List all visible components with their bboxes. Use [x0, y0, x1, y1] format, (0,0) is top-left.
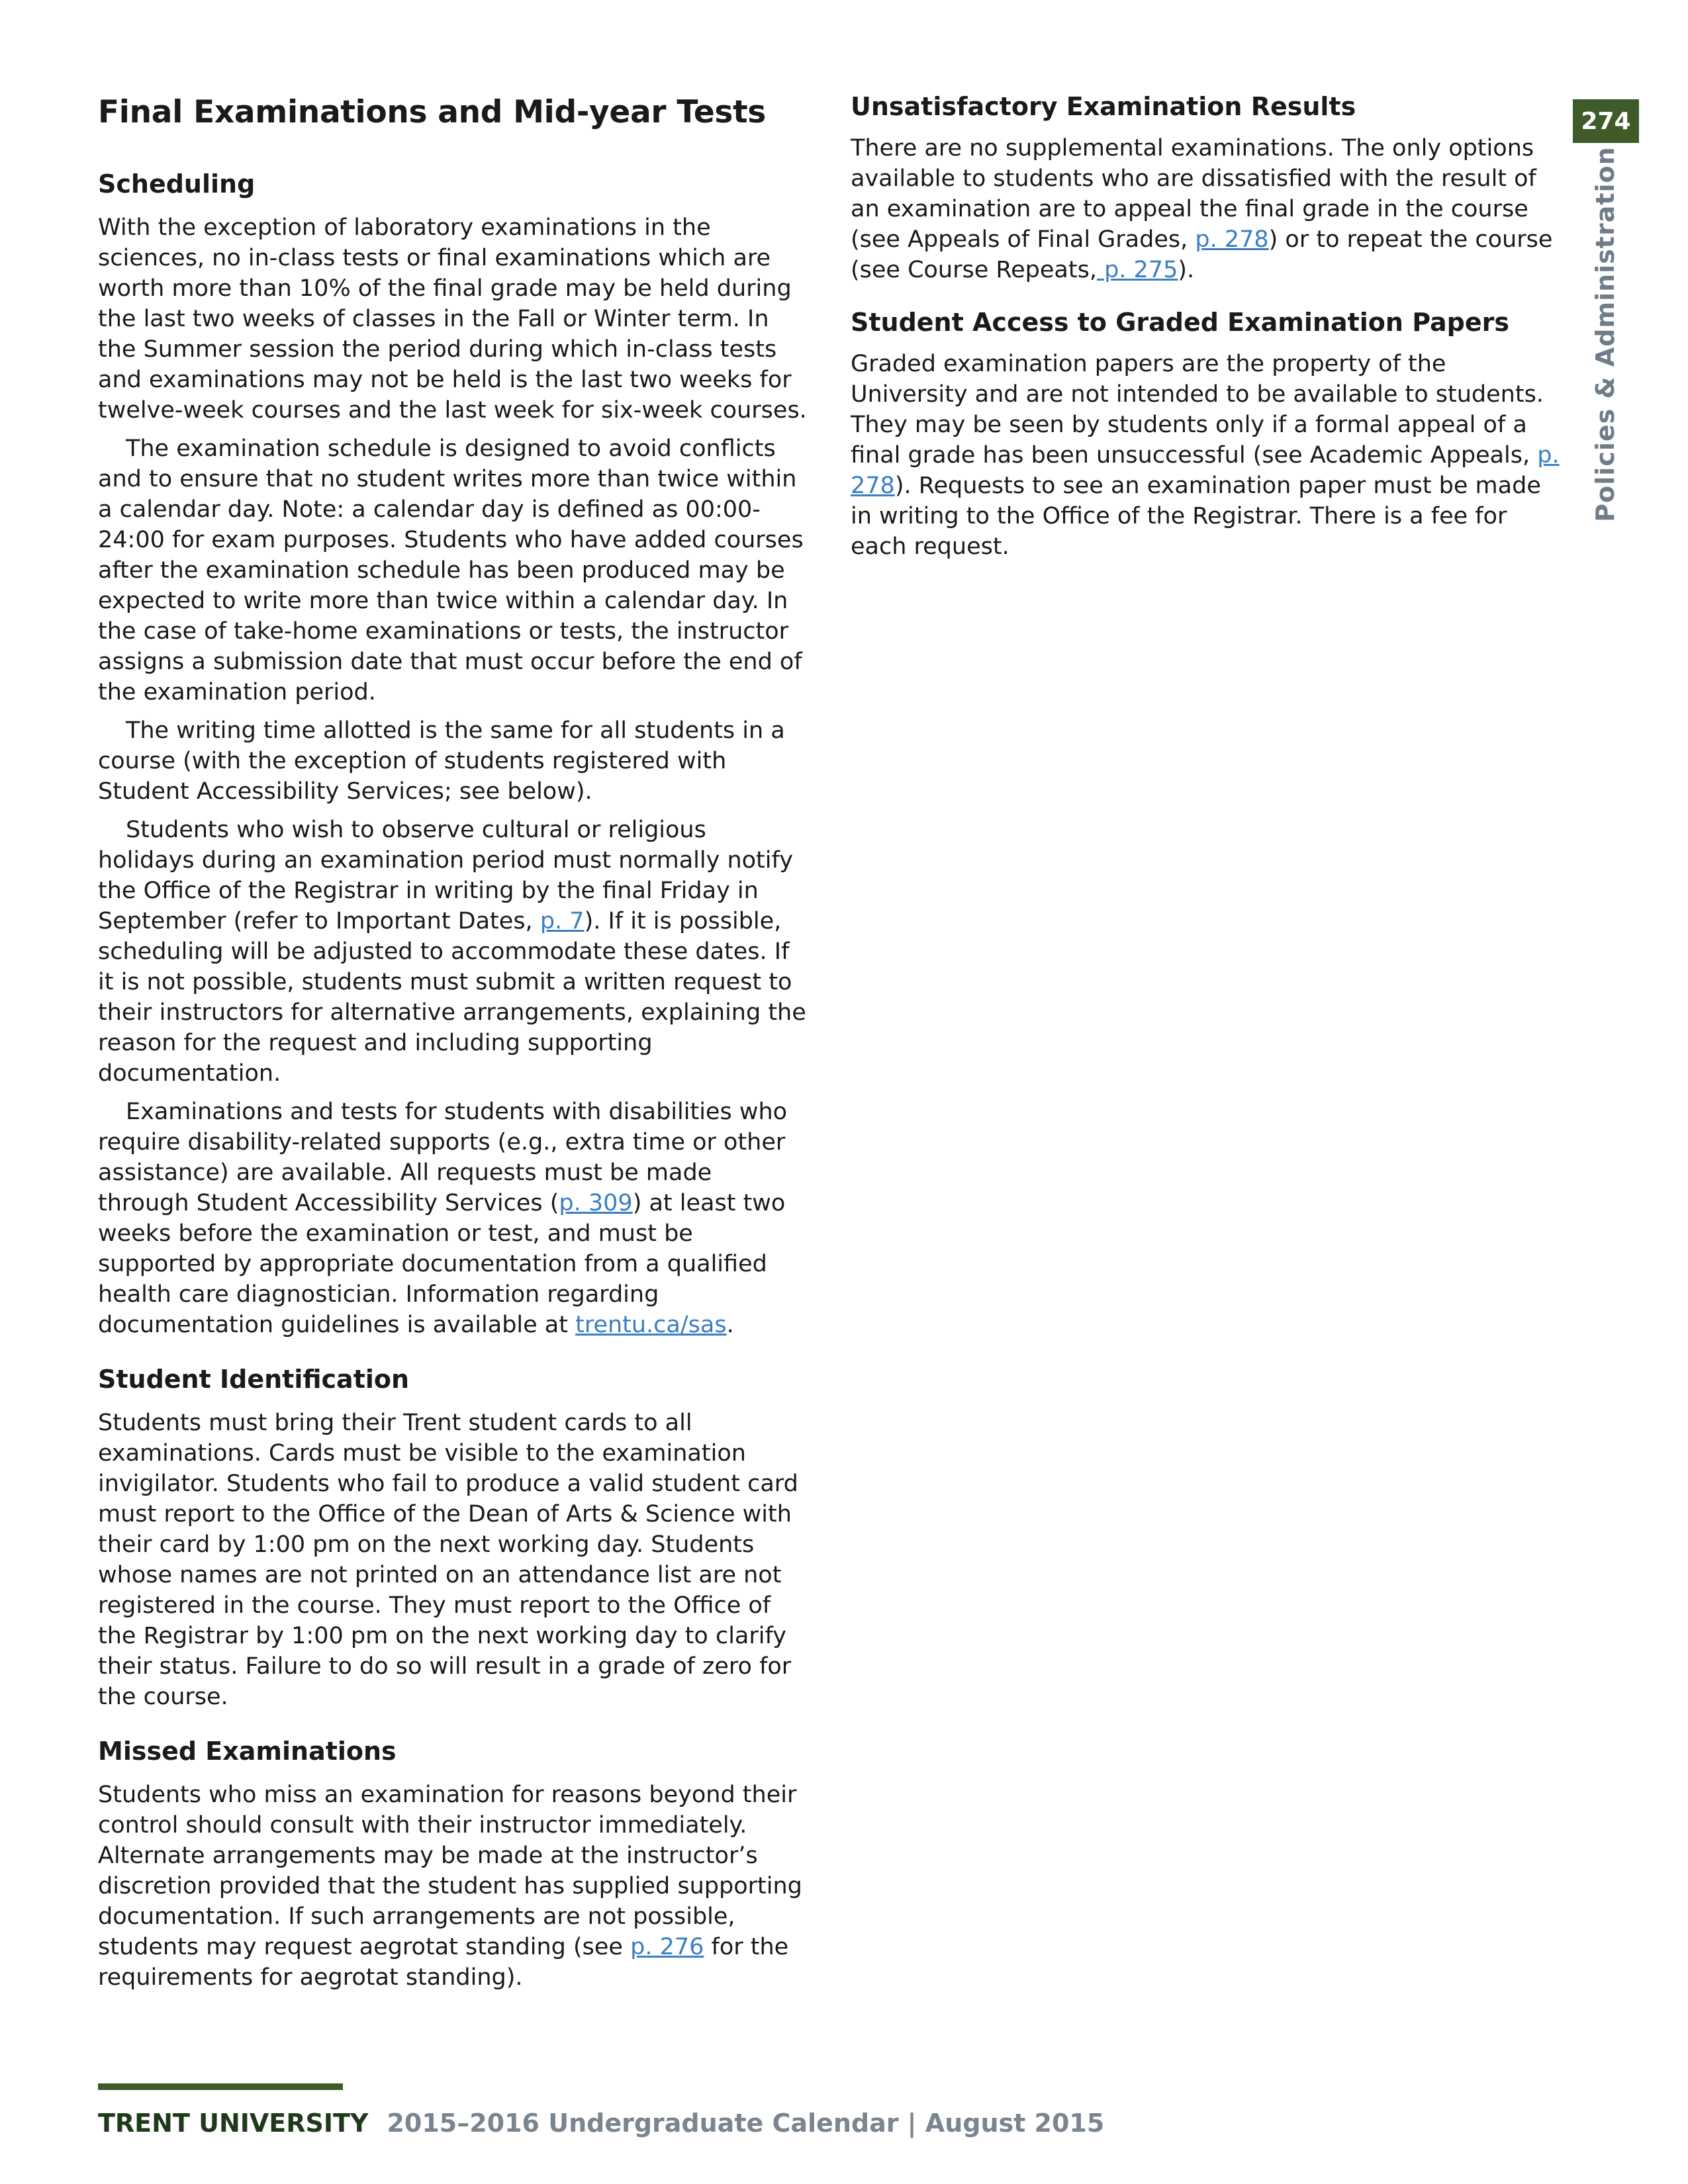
scheduling-p5-text-b: ) at least two weeks before the examination or test, and must be supported by appropriate documentation from a qualified health care diagnostician. Information regarding documentation guidelines is available at — [98, 1190, 786, 1338]
scheduling-p5-text-c: . — [726, 1312, 734, 1338]
heading-scheduling: Scheduling — [98, 169, 256, 199]
scheduling-p5-text-a: Examinations and tests for students with disabilities who require disability-related supports (e.g., extra time or other assistance) are available. All requests must be made through Student Accessibility Services ( — [98, 1099, 788, 1216]
scheduling-paragraph-1: With the exception of laboratory examinations in the sciences, no in-class tests or final examinations which are worth more than 10% of the final grade may be held during the last two weeks of classes in the Fall or Winter term. In the Summer session the period during which in-class tests and examinations may not be held is the last two weeks for twelve-week courses and the last week for six-week courses. — [98, 214, 807, 424]
identification-paragraph: Students must bring their Trent student cards to all examinations. Cards must be visible to the examination invigilator. Students who fail to produce a valid student card must report to the Office of the Dean of Arts & Science with their card by 1:00 pm on the next working day. Students whose names are not printed on an attendance list are not registered in the course. They must report to the Office of the Registrar by 1:00 pm on the next working day to clarify their status. Failure to do so will result in a grade of zero for the course. — [98, 1410, 798, 1710]
side-tab — [1575, 146, 1635, 522]
page-title: Final Examinations and Mid-year Tests — [98, 94, 766, 130]
page-number-badge: 274 — [1573, 99, 1639, 143]
footer-university: TRENT UNIVERSITY — [98, 2109, 369, 2138]
section-access — [851, 305, 1566, 562]
heading-identification: Student Identification — [98, 1365, 410, 1394]
link-accessibility-services[interactable]: p. 309 — [559, 1190, 633, 1216]
side-tab-label: Policies & Administration — [1591, 146, 1620, 522]
scheduling-p4-text-b: ). If it is possible, scheduling will be adjusted to accommodate these dates. If it is not possible, students must submit a written request to their instructors for alternative arrangements, explaining the reason for the request and including supporting documentation. — [98, 908, 806, 1087]
link-appeals-final-grades[interactable]: p. 278 — [1195, 226, 1269, 253]
section-identification — [98, 1360, 810, 1712]
link-course-repeats[interactable]: p. 275 — [1096, 257, 1178, 283]
right-column — [851, 89, 1566, 582]
section-missed — [98, 1732, 810, 1993]
scheduling-paragraph-4 — [98, 815, 810, 1089]
link-trentu-sas[interactable]: trentu.ca/sas — [575, 1312, 727, 1338]
unsatisfactory-text-a: There are no supplemental examinations. The only options available to students who are dissatisfied with the result of an examination are to appeal the final grade in the course (see Appeals of Final Grades, — [851, 135, 1536, 253]
footer-calendar: 2015–2016 Undergraduate Calendar | August 2015 — [387, 2109, 1105, 2138]
unsatisfactory-text-b: ) or to repeat the course (see Course Repeats, — [851, 226, 1553, 283]
missed-text-b: for the requirements for aegrotat standing). — [98, 1934, 789, 1991]
scheduling-paragraph-2: The examination schedule is designed to avoid conflicts and to ensure that no student writes more than twice within a calendar day. Note: a calendar day is defined as 00:00-24:00 for exam purposes. Students who have added courses after the examination schedule has been produced may be expected to write more than twice within a calendar day. In the case of take-home examinations or tests, the instructor assigns a submission date that must occur before the end of the examination period. — [98, 435, 804, 705]
access-text-b: ). Requests to see an examination paper must be made in writing to the Office of the Registrar. There is a fee for each request. — [851, 473, 1541, 560]
left-column — [98, 89, 810, 2013]
heading-missed: Missed Examinations — [98, 1737, 397, 1766]
missed-text-a: Students who miss an examination for reasons beyond their control should consult with their instructor immediately. Alternate arrangements may be made at the instructor’s discretion provided that the student has supplied supporting documentation. If such arrangements are not possible, students may request aegrotat standing (see — [98, 1782, 802, 1960]
section-unsatisfactory — [851, 89, 1566, 285]
access-text-a: Graded examination papers are the property of the University and are not intended to be available to students. They may be seen by students only if a formal appeal of a final grade has been unsuccessful (see Academic Appeals, — [851, 351, 1544, 469]
section-scheduling — [98, 165, 810, 1340]
scheduling-paragraph-3: The writing time allotted is the same for all students in a course (with the exception of students registered with Student Accessibility Services; see below). — [98, 717, 785, 805]
heading-unsatisfactory: Unsatisfactory Examination Results — [851, 92, 1356, 121]
link-aegrotat[interactable]: p. 276 — [630, 1934, 704, 1960]
access-paragraph — [851, 349, 1566, 562]
footer-rule — [98, 2083, 343, 2090]
heading-access: Student Access to Graded Examination Papers — [851, 308, 1509, 337]
link-important-dates[interactable]: p. 7 — [539, 908, 585, 934]
missed-paragraph — [98, 1780, 810, 1993]
scheduling-paragraph-5 — [98, 1097, 810, 1340]
link-academic-appeals[interactable]: p. 278 — [851, 442, 1560, 499]
unsatisfactory-text-c: ). — [1178, 257, 1195, 283]
unsatisfactory-paragraph — [851, 133, 1566, 285]
scheduling-p4-text-a: Students who wish to observe cultural or religious holidays during an examination period must normally notify the Office of the Registrar in writing by the final Friday in September (refer to Important Dates, — [98, 817, 793, 934]
footer — [98, 2103, 1104, 2143]
